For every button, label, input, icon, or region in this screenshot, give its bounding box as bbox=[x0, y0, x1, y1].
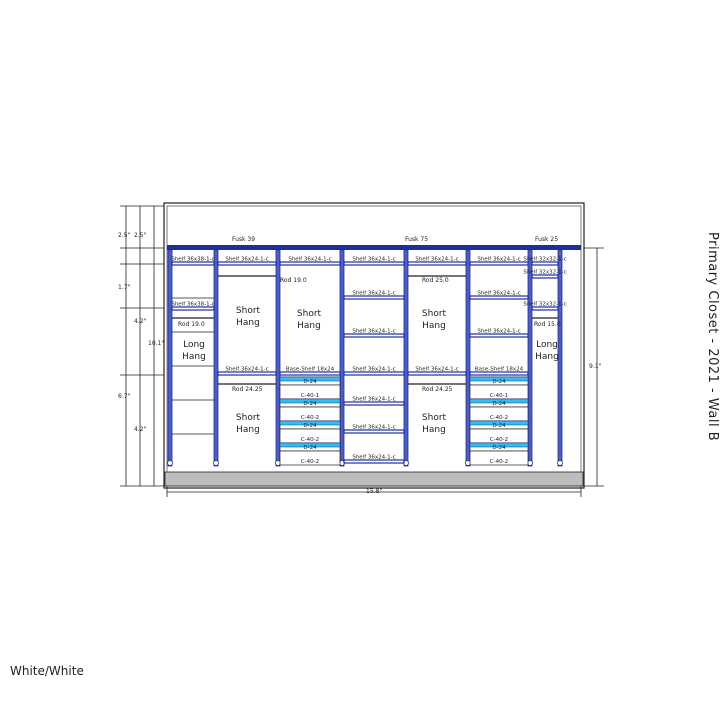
finish-label: White/White bbox=[10, 664, 84, 678]
floor bbox=[165, 472, 583, 486]
dim-left-1: 2.5" bbox=[118, 232, 131, 239]
rod-label-5: Rod 24.25 bbox=[422, 386, 453, 393]
post-2 bbox=[214, 250, 218, 466]
closet-parts bbox=[171, 257, 566, 466]
dim-right: 9.1" bbox=[589, 363, 602, 370]
shelf-c4-4-label: Shelf 36x24-1-c bbox=[352, 366, 396, 373]
shelf-c1-1-label: Shelf 36x38-1-c bbox=[171, 256, 215, 263]
hang-label-3-line2: Hang bbox=[182, 352, 206, 362]
dim-left-7: 10.1" bbox=[148, 340, 165, 347]
hang-label-4-line1: Short bbox=[296, 309, 322, 319]
dim-left-6: 4.2" bbox=[134, 426, 147, 433]
hang-label-5-line1: Short bbox=[421, 309, 447, 319]
drawer-c6-3-label: D-24 bbox=[492, 401, 506, 407]
drawer-c3-8-label: C-40-2 bbox=[300, 459, 320, 465]
dim-bottom: 15.8" bbox=[366, 488, 383, 495]
drawer-c6-2-label: C-40-1 bbox=[489, 393, 509, 399]
shelf-c1-2-label: Shelf 36x38-1-c bbox=[171, 301, 215, 308]
shelf-c3-base-label: Base-Shelf 18x24 bbox=[285, 366, 335, 373]
shelf-c4-6-label: Shelf 36x24-1-c bbox=[352, 424, 396, 431]
shelf-c5-2-label: Shelf 36x24-1-c bbox=[415, 366, 459, 373]
hang-label-1-line1: Short bbox=[235, 306, 261, 316]
post-6 bbox=[466, 250, 470, 466]
drawer-c6-6-label: C-40-2 bbox=[489, 437, 509, 443]
hang-label-2-line1: Short bbox=[235, 413, 261, 423]
drawer-c3-5-label: D-24 bbox=[303, 423, 317, 429]
shelf-c2-1-label: Shelf 36x24-1-c bbox=[225, 256, 269, 263]
shelf-c6-2-label: Shelf 36x24-1-c bbox=[477, 290, 521, 297]
hang-label-7-line1: Long bbox=[536, 340, 558, 350]
shelf-c3-1-label: Shelf 36x24-1-c bbox=[288, 256, 332, 263]
shelf-c7-1-label: Shelf 32x32-1-c bbox=[523, 256, 567, 263]
drawing-title: Primary Closet - 2021 - Wall B bbox=[705, 232, 720, 442]
hang-label-3-line1: Long bbox=[183, 340, 205, 350]
shelf-c4-1-label: Shelf 36x24-1-c bbox=[352, 256, 396, 263]
post-7 bbox=[528, 250, 532, 466]
hang-label-7-line2: Hang bbox=[535, 352, 559, 362]
drawer-c6-5-label: D-24 bbox=[492, 423, 506, 429]
rod-label-4: Rod 25.0 bbox=[422, 277, 449, 284]
drawer-c3-4-label: C-40-2 bbox=[300, 415, 320, 421]
post-4 bbox=[340, 250, 344, 466]
drawer-c6-8-label: C-40-2 bbox=[489, 459, 509, 465]
dim-left-2: 2.5" bbox=[134, 232, 147, 239]
shelf-c4-7-label: Shelf 36x24-1-c bbox=[352, 454, 396, 461]
top-label-center: Fusk 75 bbox=[405, 236, 429, 243]
shelf-c7-3-label: Shelf 32x32-1-c bbox=[523, 301, 567, 308]
drawer-c6-1-label: D-24 bbox=[492, 379, 506, 385]
shelf-c7-2-label: Shelf 32x32-1-c bbox=[523, 269, 567, 276]
dim-left-3: 1.7" bbox=[118, 284, 131, 291]
shelf-c2-2-label: Shelf 36x24-1-c bbox=[225, 366, 269, 373]
top-rail bbox=[167, 245, 581, 250]
dim-left-5: 6.7" bbox=[118, 393, 131, 400]
hang-label-6-line2: Hang bbox=[422, 425, 446, 435]
rod-label-3: Rod 24.25 bbox=[232, 386, 263, 393]
post-foot-8 bbox=[558, 461, 563, 466]
drawer-c3-1-label: D-24 bbox=[303, 379, 317, 385]
shelf-c5-1-label: Shelf 36x24-1-c bbox=[415, 256, 459, 263]
shelf-c6-1-label: Shelf 36x24-1-c bbox=[477, 256, 521, 263]
hang-label-4-line2: Hang bbox=[297, 321, 321, 331]
hang-label-2-line2: Hang bbox=[236, 425, 260, 435]
top-label-left: Fusk 39 bbox=[232, 236, 256, 243]
post-foot-2 bbox=[214, 461, 219, 466]
drawer-c6-4-label: C-40-2 bbox=[489, 415, 509, 421]
hang-label-5-line2: Hang bbox=[422, 321, 446, 331]
post-5 bbox=[404, 250, 408, 466]
drawer-c3-2-label: C-40-1 bbox=[300, 393, 320, 399]
hang-label-6-line1: Short bbox=[421, 413, 447, 423]
drawer-c3-7-label: D-24 bbox=[303, 445, 317, 451]
shelf-c6-3-label: Shelf 36x24-1-c bbox=[477, 328, 521, 335]
top-label-right: Fusk 25 bbox=[535, 236, 559, 243]
shelf-c6-base-label: Base-Shelf 18x24 bbox=[474, 366, 524, 373]
shelf-c4-3-label: Shelf 36x24-1-c bbox=[352, 328, 396, 335]
rod-label-1: Rod 19.0 bbox=[178, 321, 205, 328]
drawer-c6-7-label: D-24 bbox=[492, 445, 506, 451]
post-1 bbox=[168, 250, 172, 466]
rod-label-6: Rod 15.0 bbox=[534, 321, 561, 328]
drawer-c3-6-label: C-40-2 bbox=[300, 437, 320, 443]
shelf-c4-5-label: Shelf 36x24-1-c bbox=[352, 396, 396, 403]
rod-label-2: Rod 19.0 bbox=[280, 277, 307, 284]
drawer-c3-3-label: D-24 bbox=[303, 401, 317, 407]
post-foot-1 bbox=[168, 461, 173, 466]
hang-label-1-line2: Hang bbox=[236, 318, 260, 328]
dim-left-4: 4.2" bbox=[134, 318, 147, 325]
shelf-c4-2-label: Shelf 36x24-1-c bbox=[352, 290, 396, 297]
